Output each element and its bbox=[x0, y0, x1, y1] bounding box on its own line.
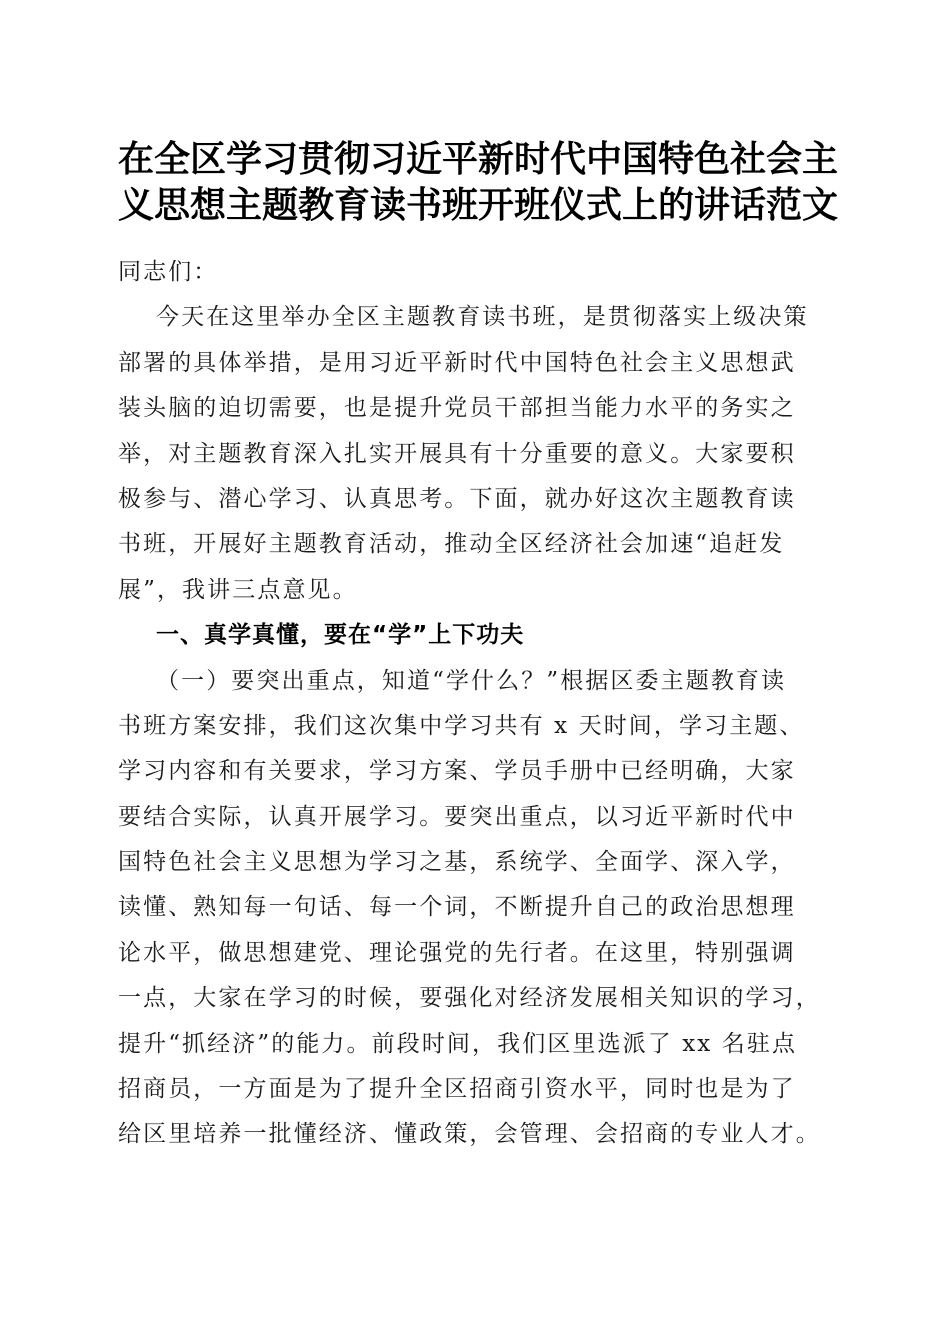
paragraph-intro bbox=[118, 295, 838, 613]
text-line: 学习内容和有关要求，学习方案、学员手册中已经明确，大家 bbox=[118, 758, 796, 785]
text-line: （一）要突出重点，知道“学什么？”根据区委主题教育读 bbox=[156, 667, 787, 694]
text-line: 一点，大家在学习的时候，要强化对经济发展相关知识的学习， bbox=[118, 985, 821, 1012]
document-title bbox=[118, 136, 838, 228]
text-line: 提升“抓经济”的能力。前段时间，我们区里选派了 xx 名驻点 bbox=[118, 1030, 798, 1057]
text-line: 国特色社会主义思想为学习之基，系统学、全面学、深入学， bbox=[118, 849, 796, 876]
text-line: 举，对主题教育深入扎实开展具有十分重要的意义。大家要积 bbox=[118, 440, 796, 467]
text-line: 书班，开展好主题教育活动，推动全区经济社会加速“追赶发 bbox=[118, 531, 785, 558]
title-line: 义思想主题教育读书班开班仪式上的讲话范文 bbox=[118, 184, 839, 226]
text-line: 读懂、熟知每一句话、每一个词，不断提升自己的政治思想理 bbox=[118, 894, 796, 921]
text-line: 论水平，做思想建党、理论强党的先行者。在这里，特别强调 bbox=[118, 939, 796, 966]
text-line: 今天在这里举办全区主题教育读书班，是贯彻落实上级决策 bbox=[156, 304, 809, 331]
text-line: 招商员，一方面是为了提升全区招商引资水平，同时也是为了 bbox=[118, 1076, 796, 1103]
text-line: 要结合实际，认真开展学习。要突出重点，以习近平新时代中 bbox=[118, 803, 796, 830]
paragraph-section1 bbox=[118, 659, 838, 1158]
salutation: 同志们： bbox=[118, 259, 219, 285]
text-line: 书班方案安排，我们这次集中学习共有 x 天时间，学习主题、 bbox=[118, 712, 805, 739]
text-line: 极参与、潜心学习、认真思考。下面，就办好这次主题教育读 bbox=[118, 485, 796, 512]
text-line: 给区里培养一批懂经济、懂政策，会管理、会招商的专业人才。 bbox=[118, 1121, 821, 1148]
document-body bbox=[118, 250, 838, 1158]
text-line: 展”，我讲三点意见。 bbox=[118, 576, 358, 603]
text-line: 部署的具体举措，是用习近平新时代中国特色社会主义思想武 bbox=[118, 349, 796, 376]
title-line: 在全区学习贯彻习近平新时代中国特色社会主 bbox=[118, 138, 839, 180]
section-heading: 一、真学真懂，要在“学”上下功夫 bbox=[156, 622, 525, 649]
text-line: 装头脑的迫切需要，也是提升党员干部担当能力水平的务实之 bbox=[118, 395, 796, 422]
